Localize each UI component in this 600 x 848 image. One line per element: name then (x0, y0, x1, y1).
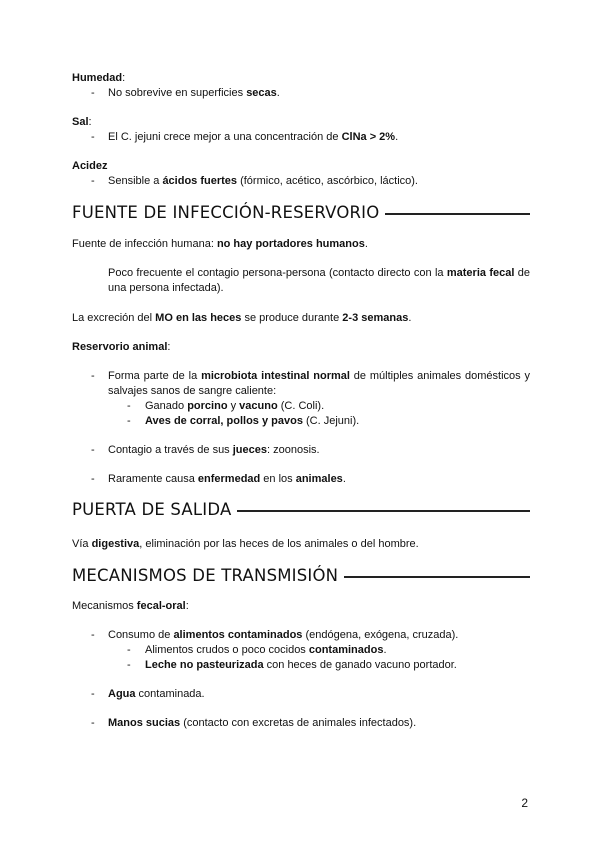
bullet-dash: - (91, 131, 95, 143)
mecanismos-subitem-2: Leche no pasteurizada con heces de ganado vacuno portador. (145, 659, 457, 671)
fuente-paragraph-2: Poco frecuente el contagio persona-persona (contacto directo con la materia fecal de una persona infectada). (108, 267, 530, 294)
sal-label: Sal: (72, 116, 92, 128)
bullet-dash: - (91, 629, 95, 641)
mecanismos-item-2: Agua contaminada. (108, 688, 205, 700)
bullet-dash: - (91, 87, 95, 99)
bullet-dash: - (91, 444, 95, 456)
subbullet-dash: - (127, 644, 131, 656)
section-heading-fuente: FUENTE DE INFECCIÓN-RESERVORIO (72, 202, 530, 224)
fuente-paragraph-1: Fuente de infección humana: no hay portadores humanos. (72, 238, 368, 250)
bullet-dash: - (91, 717, 95, 729)
bullet-dash: - (91, 473, 95, 485)
reservorio-item-1: Forma parte de la microbiota intestinal normal de múltiples animales domésticos y salvajes sanos de sangre caliente: (108, 370, 530, 397)
puerta-paragraph: Vía digestiva, eliminación por las heces de los animales o del hombre. (72, 538, 419, 550)
bullet-dash: - (91, 175, 95, 187)
acidez-label: Acidez (72, 160, 108, 172)
reservorio-label: Reservorio animal: (72, 341, 171, 353)
heading-rule (344, 576, 530, 577)
mecanismos-item-1: Consumo de alimentos contaminados (endógena, exógena, cruzada). (108, 629, 459, 641)
mecanismos-intro: Mecanismos fecal-oral: (72, 600, 189, 612)
mecanismos-item-3: Manos sucias (contacto con excretas de animales infectados). (108, 717, 417, 729)
bullet-dash: - (91, 370, 95, 382)
heading-rule (385, 213, 530, 214)
bullet-dash: - (91, 688, 95, 700)
reservorio-item-2: Contagio a través de sus jueces: zoonosis. (108, 444, 320, 456)
reservorio-item-3: Raramente causa enfermedad en los animales. (108, 473, 346, 485)
reservorio-subitem-1: Ganado porcino y vacuno (C. Coli). (145, 400, 325, 412)
page-number: 2 (521, 796, 528, 810)
mecanismos-subitem-1: Alimentos crudos o poco cocidos contaminados. (145, 644, 387, 656)
section-heading-mecanismos: MECANISMOS DE TRANSMISIÓN (72, 565, 530, 587)
fuente-paragraph-3: La excreción del MO en las heces se produce durante 2-3 semanas. (72, 312, 412, 324)
humedad-label: Humedad: (72, 72, 126, 84)
subbullet-dash: - (127, 400, 131, 412)
sal-item: El C. jejuni crece mejor a una concentración de ClNa > 2%. (108, 131, 399, 143)
humedad-item: No sobrevive en superficies secas. (108, 87, 280, 99)
subbullet-dash: - (127, 415, 131, 427)
heading-rule (237, 510, 530, 511)
subbullet-dash: - (127, 659, 131, 671)
section-heading-puerta: PUERTA DE SALIDA (72, 499, 530, 521)
reservorio-subitem-2: Aves de corral, pollos y pavos (C. Jejuni). (145, 415, 360, 427)
acidez-item: Sensible a ácidos fuertes (fórmico, acético, ascórbico, láctico). (108, 175, 418, 187)
